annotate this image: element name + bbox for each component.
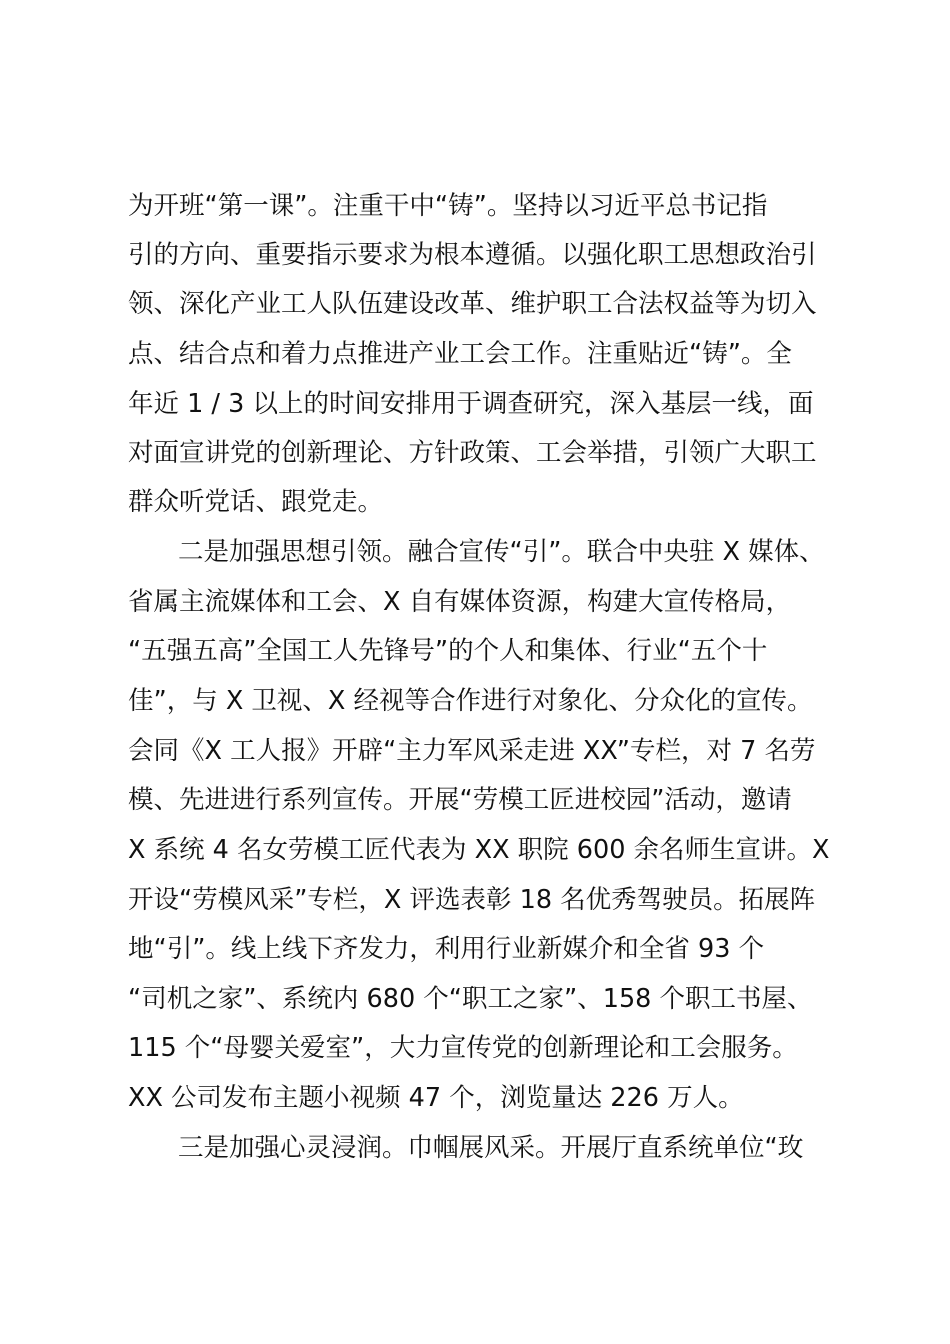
text-line: 会同《X 工人报》开辟“主力军风采走进 XX”专栏，对 7 名劳 (128, 736, 816, 766)
text-line: XX 公司发布主题小视频 47 个，浏览量达 226 万人。 (128, 1083, 744, 1113)
text-line: “司机之家”、系统内 680 个“职工之家”、158 个职工书屋、 (128, 984, 813, 1014)
text-line: “五强五高”全国工人先锋号”的个人和集体、行业“五个十 (128, 636, 768, 666)
text-line: 开设“劳模风采”专栏，X 评选表彰 18 名优秀驾驶员。拓展阵 (128, 885, 816, 915)
text-line: 模、先进进行系列宣传。开展“劳模工匠进校园”活动，邀请 (128, 785, 792, 815)
text-line: 地“引”。线上线下齐发力，利用行业新媒介和全省 93 个 (128, 934, 765, 964)
text-line: 115 个“母婴关爱室”，大力宣传党的创新理论和工会服务。 (128, 1033, 798, 1063)
text-line: X 系统 4 名女劳模工匠代表为 XX 职院 600 余名师生宣讲。X (128, 835, 830, 865)
text-line: 领、深化产业工人队伍建设改革、维护职工合法权益等为切入 (128, 289, 817, 319)
text-line: 年近 1 / 3 以上的时间安排用于调查研究，深入基层一线，面 (128, 389, 814, 419)
text-line: 群众听党话、跟党走。 (128, 487, 384, 517)
text-line: 省属主流媒体和工会、X 自有媒体资源，构建大宣传格局， (128, 587, 792, 617)
paragraph-start-line: 二是加强思想引领。融合宣传“引”。联合中央驻 X 媒体、 (178, 537, 825, 567)
text-line: 对面宣讲党的创新理论、方针政策、工会举措，引领广大职工 (128, 438, 817, 468)
paragraph-start-line: 三是加强心灵浸润。巾帼展风采。开展厅直系统单位“玫 (178, 1133, 804, 1163)
text-line: 为开班“第一课”。注重干中“铸”。坚持以习近平总书记指 (128, 191, 768, 221)
text-line: 佳”，与 X 卫视、X 经视等合作进行对象化、分众化的宣传。 (128, 686, 813, 716)
text-line: 引的方向、重要指示要求为根本遵循。以强化职工思想政治引 (128, 240, 817, 270)
text-line: 点、结合点和着力点推进产业工会工作。注重贴近“铸”。全 (128, 339, 792, 369)
